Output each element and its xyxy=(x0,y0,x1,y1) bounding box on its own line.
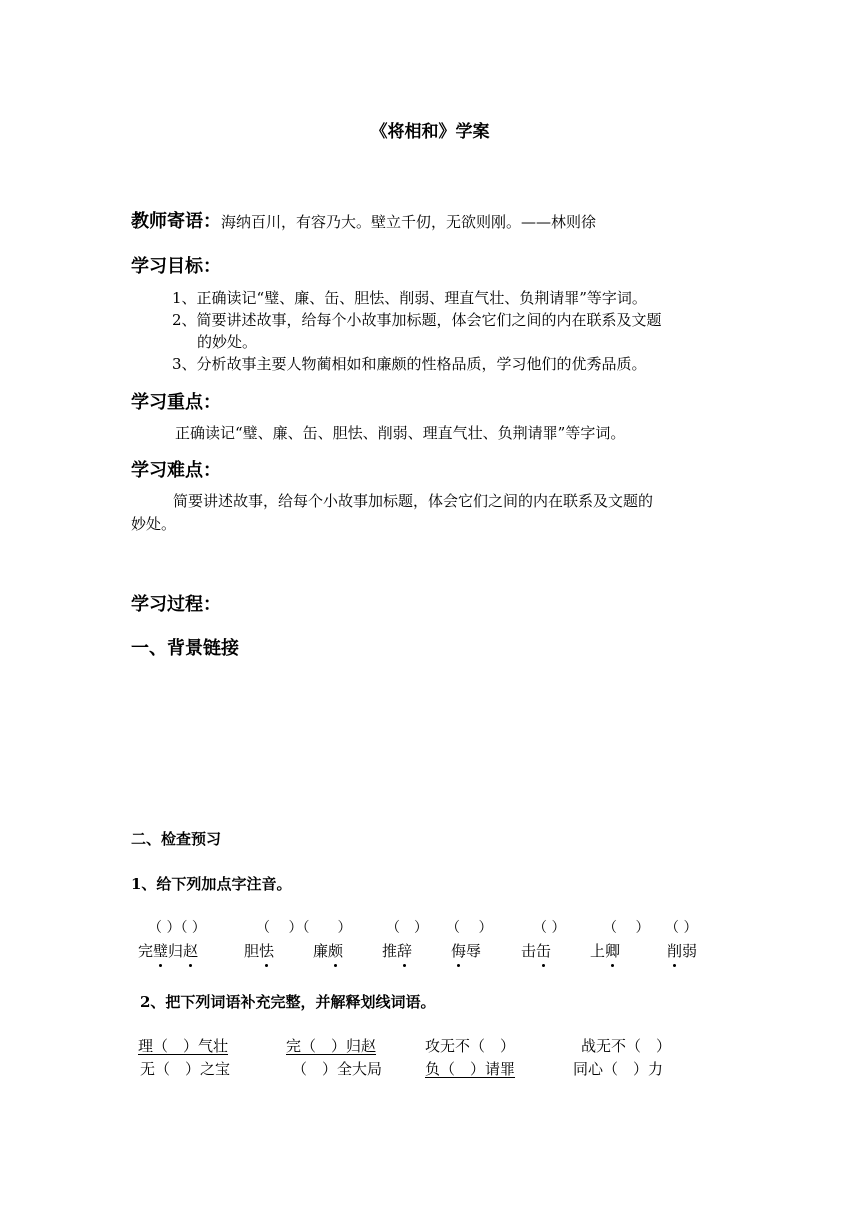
q1-heading: 1、给下列加点字注音。 xyxy=(131,875,292,893)
word-char: 击 xyxy=(521,942,537,960)
teacher-message xyxy=(131,207,596,233)
goals-heading: 学习目标： xyxy=(131,256,221,277)
section-preview-heading: 二、检查预习 xyxy=(131,830,222,848)
section-background-heading: 一、背景链接 xyxy=(131,638,239,659)
word-item xyxy=(451,940,481,961)
idiom: 攻无不（ ） xyxy=(425,1037,516,1055)
key-points-text: 正确读记“璧、廉、缶、胆怯、削弱、理直气壮、负荆请罪”等字词。 xyxy=(175,424,626,442)
word-char: 廉 xyxy=(313,942,329,960)
pinyin-slot: （ ）（ ） xyxy=(256,920,352,936)
word-item xyxy=(313,940,343,961)
difficulties-heading: 学习难点： xyxy=(131,460,221,481)
dotted-char: 卿 xyxy=(605,942,621,960)
dotted-char: 璧 xyxy=(153,942,169,960)
word-char: 弱 xyxy=(682,942,698,960)
teacher-message-label: 教师寄语： xyxy=(131,211,221,232)
word-char: 归 xyxy=(168,942,184,960)
idiom-underlined: 理（ ）气壮 xyxy=(138,1037,229,1055)
pinyin-slot: （ ） xyxy=(603,920,650,936)
word-item xyxy=(667,940,697,961)
idiom: 战无不（ ） xyxy=(581,1037,672,1055)
pinyin-slot: （ ） xyxy=(533,920,566,936)
difficulties-line-2: 妙处。 xyxy=(131,515,177,533)
pinyin-slot: （ ） xyxy=(386,920,428,936)
teacher-message-text: 海纳百川，有容乃大。壁立千仞，无欲则刚。——林则徐 xyxy=(221,213,597,231)
goal-item-2-cont: 的妙处。 xyxy=(197,333,258,351)
word-item xyxy=(521,940,551,961)
word-char: 胆 xyxy=(244,942,260,960)
word-char: 推 xyxy=(382,942,398,960)
idiom: 无（ ）之宝 xyxy=(140,1060,231,1078)
dotted-char: 削 xyxy=(667,942,683,960)
process-heading: 学习过程： xyxy=(131,594,221,615)
idiom: 同心（ ）力 xyxy=(573,1060,664,1078)
word-char: 上 xyxy=(590,942,606,960)
goal-item-1: 1、正确读记“璧、廉、缶、胆怯、削弱、理直气壮、负荆请罪”等字词。 xyxy=(172,289,647,307)
dotted-char: 赵 xyxy=(183,942,199,960)
dotted-char: 颇 xyxy=(328,942,344,960)
goal-item-2: 2、简要讲述故事，给每个小故事加标题，体会它们之间的内在联系及文题 xyxy=(172,311,662,329)
dotted-char: 侮 xyxy=(451,942,467,960)
pinyin-slot: （ ） xyxy=(665,920,698,936)
q2-heading: 2、把下列词语补充完整，并解释划线词语。 xyxy=(140,993,436,1011)
word-item xyxy=(590,940,620,961)
goal-item-3: 3、分析故事主要人物蔺相如和廉颇的性格品质，学习他们的优秀品质。 xyxy=(172,355,647,373)
word-char: 完 xyxy=(138,942,154,960)
dotted-char: 怯 xyxy=(259,942,275,960)
idiom: （ ）全大局 xyxy=(292,1060,383,1078)
word-item xyxy=(382,940,412,961)
dotted-char: 缶 xyxy=(536,942,552,960)
word-item xyxy=(138,940,198,961)
word-char: 辱 xyxy=(466,942,482,960)
pinyin-slot: （ ）（ ） xyxy=(148,920,206,936)
key-points-heading: 学习重点： xyxy=(131,392,221,413)
idiom-underlined: 完（ ）归赵 xyxy=(286,1037,377,1055)
page-title: 《将相和》学案 xyxy=(370,122,490,142)
difficulties-line-1: 简要讲述故事，给每个小故事加标题，体会它们之间的内在联系及文题的 xyxy=(173,492,654,510)
word-item xyxy=(244,940,274,961)
idiom-underlined: 负（ ）请罪 xyxy=(425,1060,516,1078)
pinyin-slot: （ ） xyxy=(446,920,493,936)
dotted-char: 辞 xyxy=(397,942,413,960)
